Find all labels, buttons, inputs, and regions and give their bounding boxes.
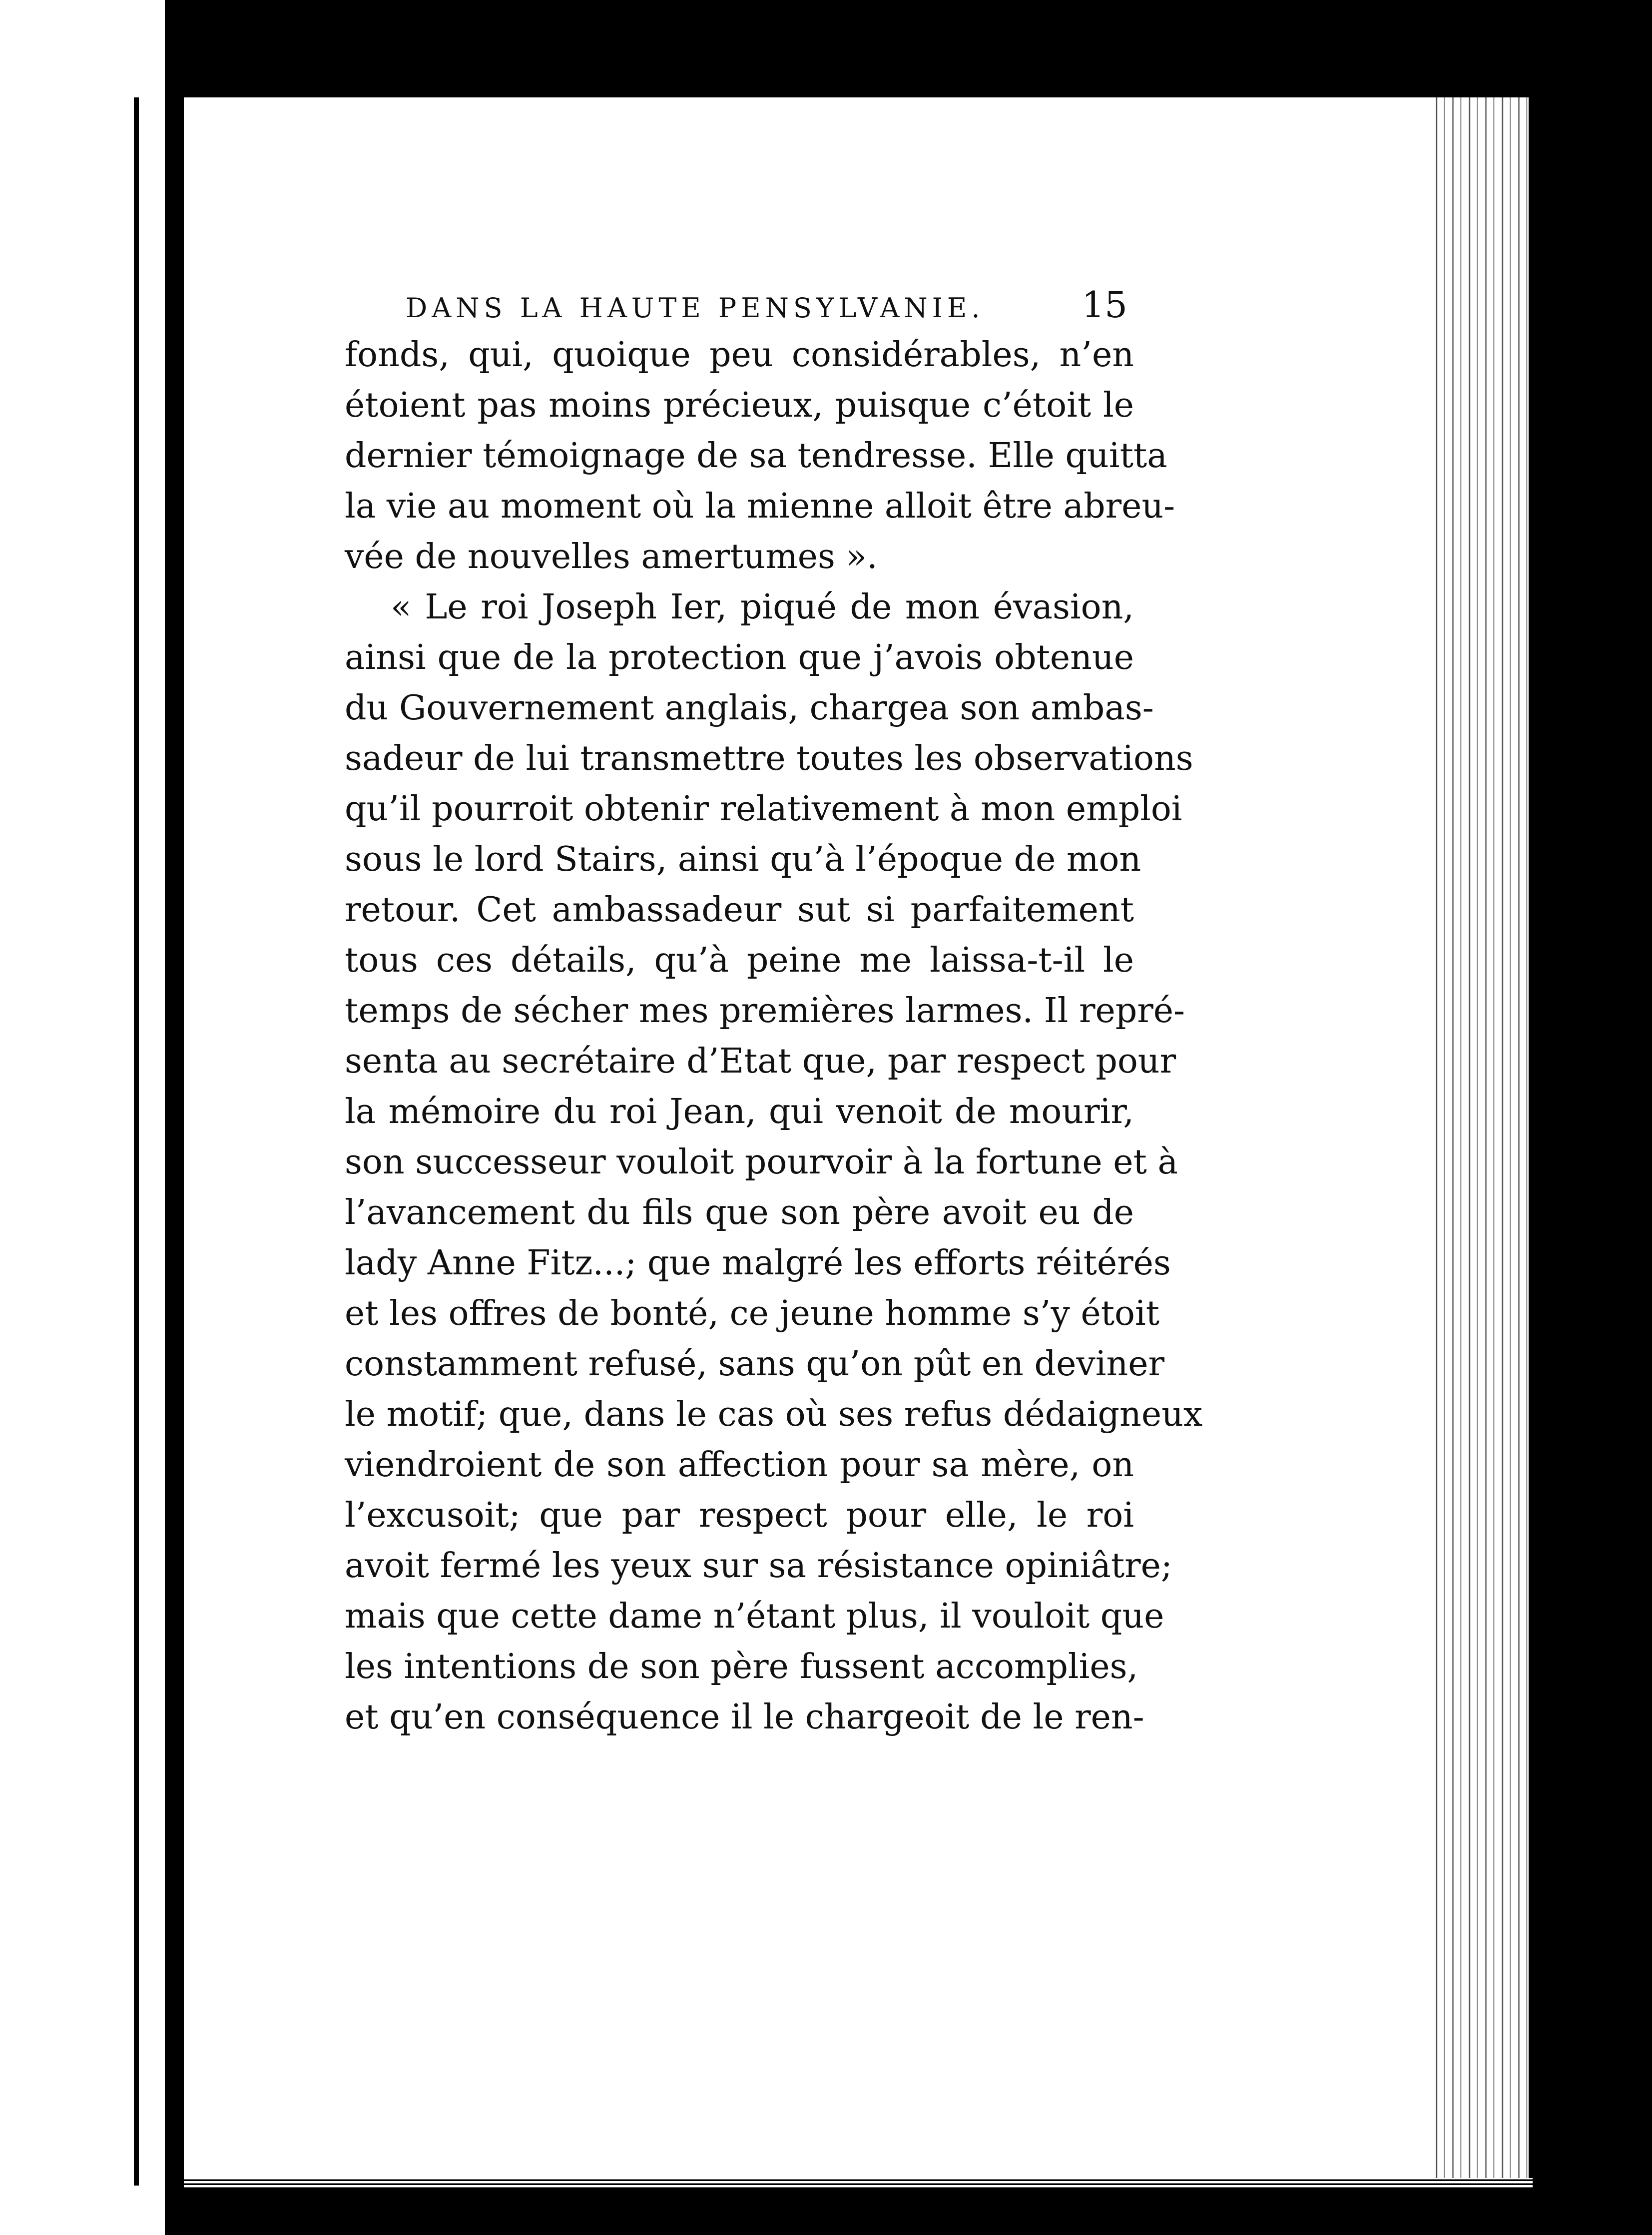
text-line: sadeur de lui transmettre toutes les observations bbox=[345, 739, 1193, 778]
scan-binding-shadow bbox=[165, 97, 184, 2186]
text-line: sous le lord Stairs, ainsi qu’à l’époque de mon bbox=[345, 840, 1141, 879]
text-line: dernier témoignage de sa tendresse. Elle quitta bbox=[345, 436, 1167, 476]
page-number: 15 bbox=[1082, 284, 1127, 326]
text-line: tous ces détails, qu’à peine me laissa-t-il le bbox=[345, 941, 1134, 980]
text-line: constamment refusé, sans qu’on pût en deviner bbox=[345, 1344, 1165, 1384]
body-text bbox=[345, 330, 1203, 1742]
text-line: et qu’en conséquence il le chargeoit de le ren- bbox=[345, 1697, 1144, 1737]
text-line: et les offres de bonté, ce jeune homme s’y étoit bbox=[345, 1294, 1160, 1333]
running-head bbox=[406, 284, 1127, 324]
text-line: retour. Cet ambassadeur sut si parfaitement bbox=[345, 890, 1134, 930]
text-line: mais que cette dame n’étant plus, il vouloit que bbox=[345, 1597, 1164, 1636]
text-line: vée de nouvelles amertumes ». bbox=[345, 537, 878, 576]
text-line: lady Anne Fitz...; que malgré les efforts réitérés bbox=[345, 1243, 1171, 1283]
text-line: « Le roi Joseph Ier, piqué de mon évasion, bbox=[391, 587, 1134, 627]
text-line: viendroient de son affection pour sa mère, on bbox=[345, 1445, 1134, 1485]
text-line: qu’il pourroit obtenir relativement à mon emploi bbox=[345, 789, 1182, 829]
text-line: l’excusoit; que par respect pour elle, le roi bbox=[345, 1496, 1134, 1535]
running-head-title: DANS LA HAUTE PENSYLVANIE. bbox=[406, 292, 985, 324]
text-line: la mémoire du roi Jean, qui venoit de mourir, bbox=[345, 1092, 1134, 1131]
text-line: fonds, qui, quoique peu considérables, n’en bbox=[345, 335, 1134, 375]
page-bottom-edge bbox=[184, 2178, 1533, 2189]
text-line: senta au secrétaire d’Etat que, par respect pour bbox=[345, 1042, 1176, 1081]
text-line: la vie au moment où la mienne alloit être abreu- bbox=[345, 487, 1175, 526]
text-line: son successeur vouloit pourvoir à la fortune et à bbox=[345, 1142, 1178, 1182]
text-line: étoient pas moins précieux, puisque c’étoit le bbox=[345, 386, 1134, 425]
scan-top-border bbox=[0, 0, 1652, 97]
text-line: les intentions de son père fussent accomplies, bbox=[345, 1647, 1138, 1686]
text-line: ainsi que de la protection que j’avois obtenue bbox=[345, 638, 1134, 677]
scan-thin-rule bbox=[134, 97, 139, 2186]
text-line: avoit fermé les yeux sur sa résistance opiniâtre; bbox=[345, 1546, 1172, 1586]
scan-right-border bbox=[1529, 75, 1559, 2203]
text-line: du Gouvernement anglais, chargea son ambas- bbox=[345, 688, 1154, 728]
scan-left-margin bbox=[0, 0, 165, 2235]
text-line: temps de sécher mes premières larmes. Il repré- bbox=[345, 991, 1185, 1031]
text-line: l’avancement du fils que son père avoit eu de bbox=[345, 1193, 1134, 1232]
text-line: le motif; que, dans le cas où ses refus dédaigneux bbox=[345, 1395, 1203, 1434]
page-edge-texture bbox=[1429, 97, 1529, 2186]
